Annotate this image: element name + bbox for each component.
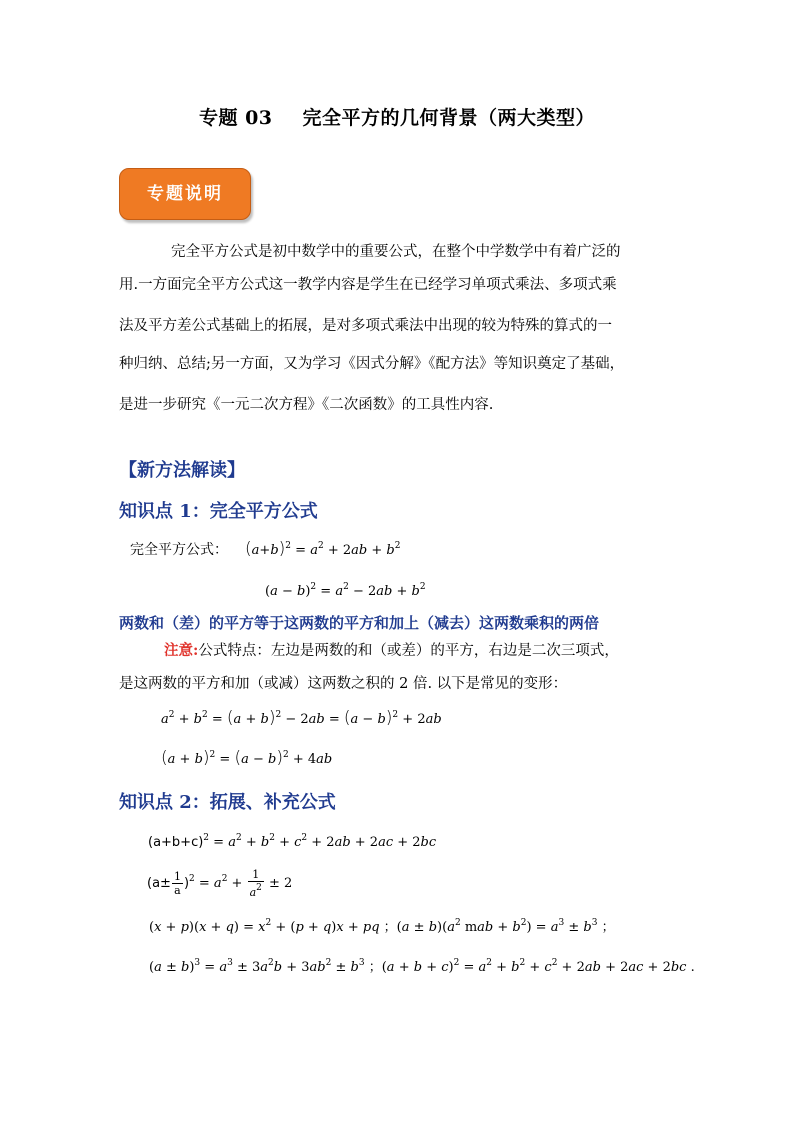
formula-product-and-cubes: $(x + p)(x + q) = x^2 + (p + q)x$ + pq ；$(a \pm b)(a^2$ mab + $b^2) = a^3 \pm b^3$ ；	[149, 918, 615, 935]
formula-square-diff: $(a - b)^2 = a^2 - 2ab + b^2$	[265, 582, 426, 599]
knowledge-2-heading: 知识点 2：拓展、补充公式	[119, 792, 336, 813]
section-heading: 【新方法解读】	[119, 460, 245, 481]
knowledge-1-heading: 知识点 1：完全平方公式	[119, 501, 318, 522]
formula-label: 完全平方公式：	[130, 542, 228, 558]
intro-line-2: 用.一方面完全平方公式这一教学内容是学生在已经学习单项式乘法、多项式乘	[119, 277, 617, 293]
title-text: 完全平方的几何背景（两大类型）	[302, 107, 596, 129]
formula-reciprocal-square: (a± $\frac{1}{a}$ )$^2 = a^2$ + $\frac{1}{a^2}$ ± 2	[147, 868, 293, 899]
note-text-1: 公式特点：左边是两数的和（或差）的平方，右边是二次三项式，	[198, 643, 619, 659]
intro-line-1: 完全平方公式是初中数学中的重要公式，在整个中学数学中有着广泛的	[171, 244, 621, 260]
note-line-1	[164, 639, 619, 660]
intro-line-4: 种归纳、总结;另一方面，又为学习《因式分解》《配方法》等知识奠定了基础，	[119, 356, 625, 372]
page-title	[0, 103, 794, 130]
note-label: 注意:	[164, 642, 199, 659]
formula-variant-1: $a^2 + b^2 = (a + b)^2 - 2ab = (a - b)^2 + 2ab$	[161, 708, 442, 728]
formula-variant-2: $(a + b)^2 = (a - b)^2 + 4ab$	[161, 748, 333, 768]
formula-cube-expansion: $(a \pm b)^3 = a^3 \pm 3a^2b + 3ab^2 \pm b^3$ ；$(a + b + c)^2 = a^2 + b^2 + c^2 + 2ab + 2ac + 2bc$ .	[149, 958, 695, 975]
title-number: 专题 03	[198, 107, 273, 129]
formula-three-term-square: $(a+b+c)^2 = a^2 + b^2 + c^2 + 2ab + 2ac + 2bc$	[148, 833, 437, 850]
formula-summary: 两数和（差）的平方等于这两数的平方和加上（减去）这两数乘积的两倍	[119, 614, 600, 632]
topic-badge: 专题说明	[119, 168, 251, 220]
formula-square-sum: $(a+b)^2 = a^2 + 2ab + b^2$	[245, 539, 401, 559]
note-line-2: 是这两数的平方和加（或减）这两数之积的 2 倍. 以下是常见的变形：	[119, 676, 568, 692]
intro-line-5: 是进一步研究《一元二次方程》《二次函数》的工具性内容.	[119, 397, 494, 413]
intro-line-3: 法及平方差公式基础上的拓展，是对多项式乘法中出现的较为特殊的算式的一	[119, 318, 612, 334]
